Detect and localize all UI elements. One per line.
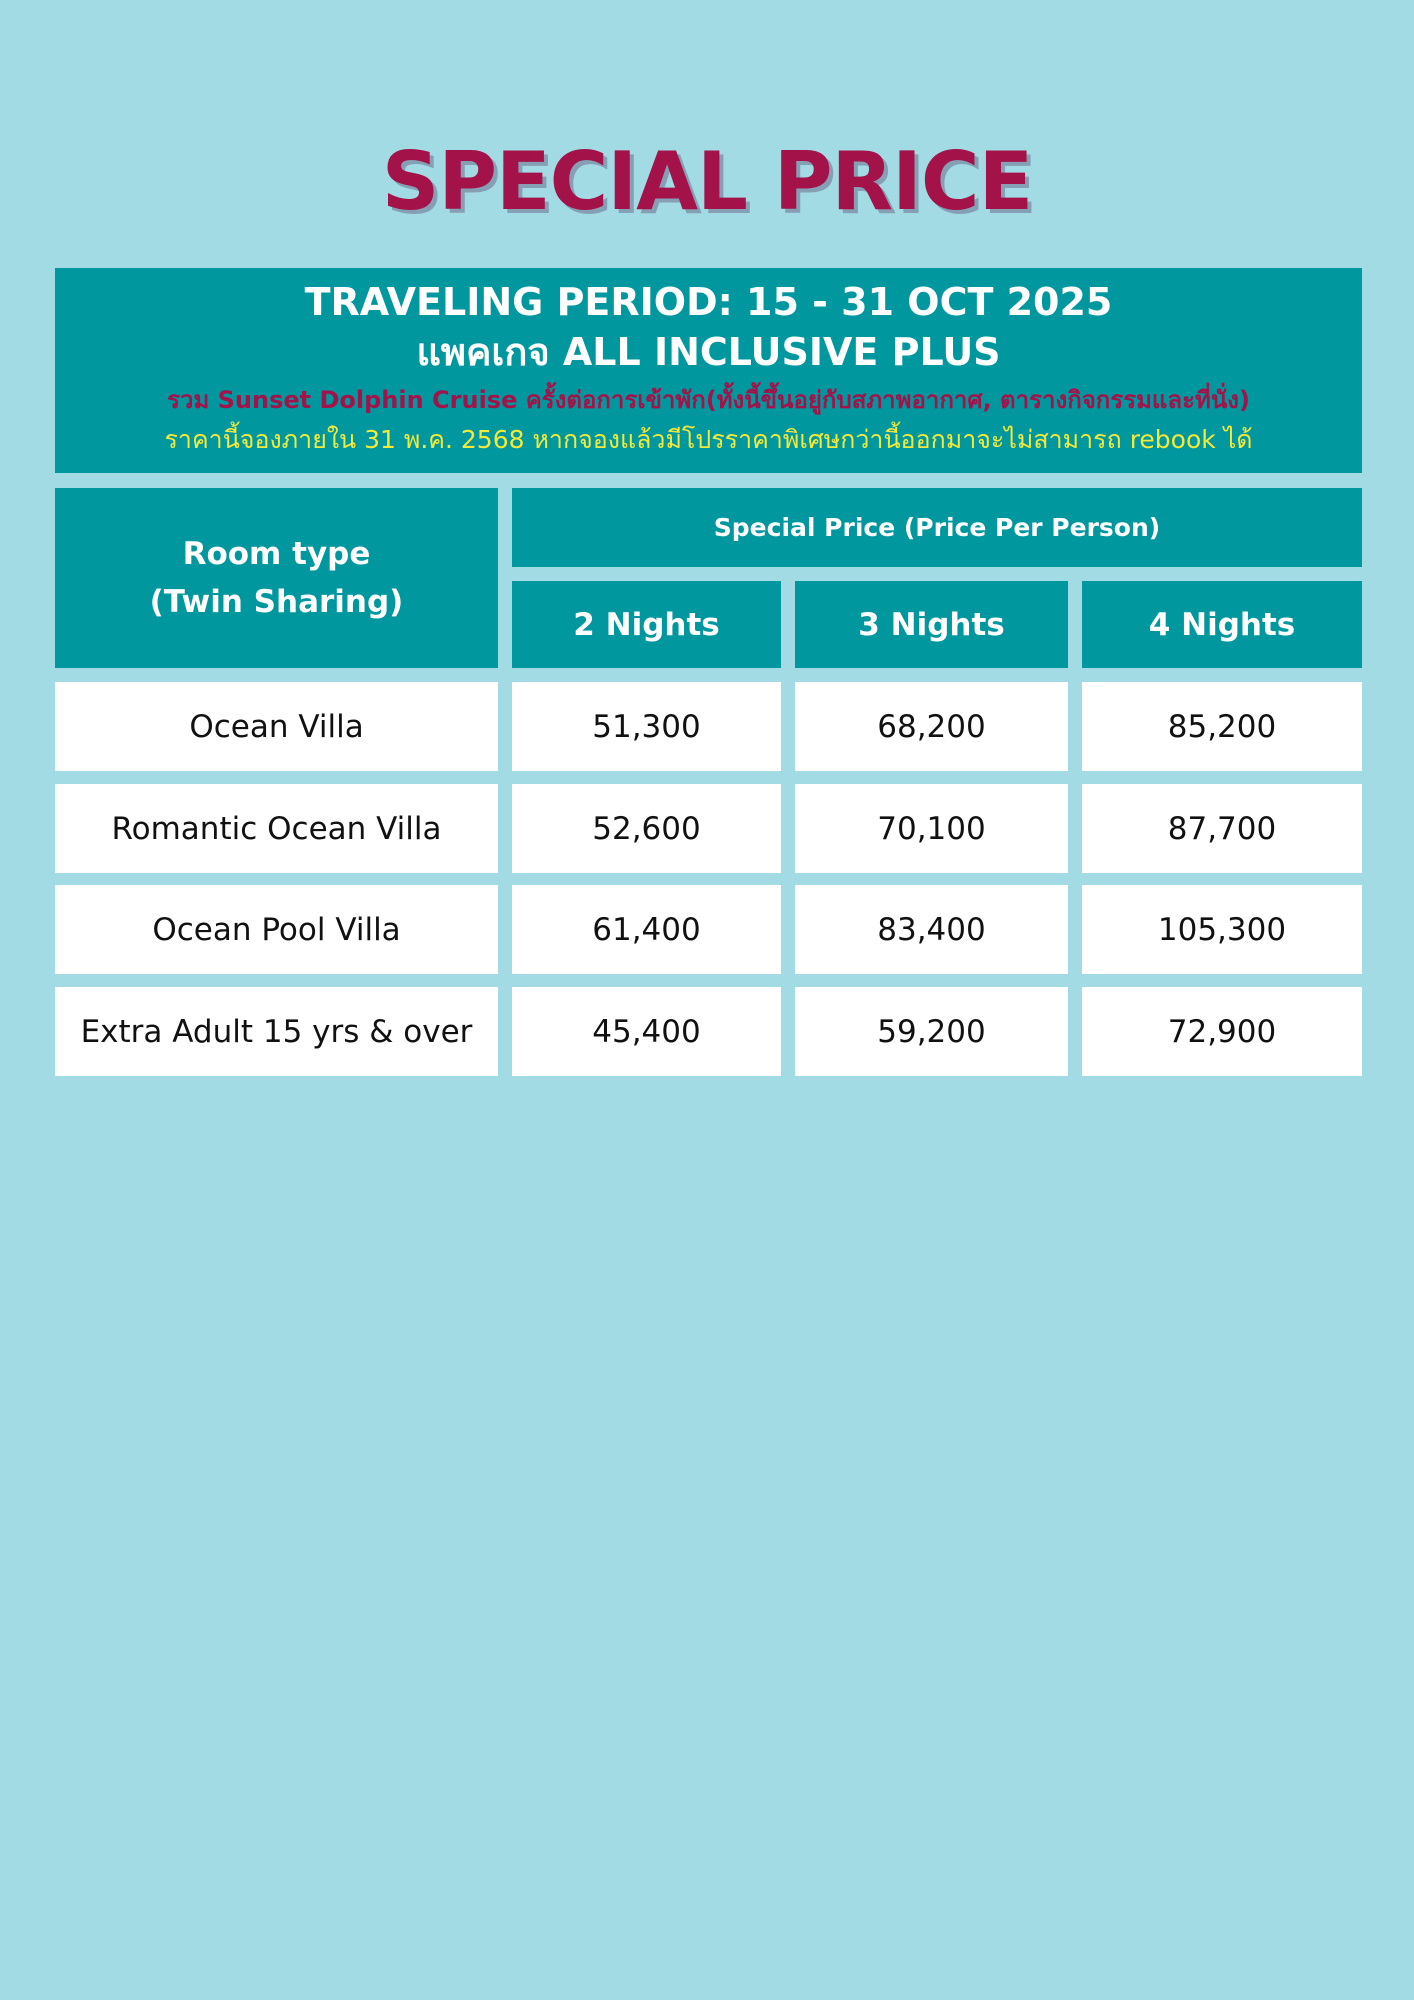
room-name-cell: Ocean Villa — [55, 682, 498, 771]
price-cell: 105,300 — [1082, 885, 1362, 974]
price-cell: 85,200 — [1082, 682, 1362, 771]
booking-note: ราคานี้จองภายใน 31 พ.ค. 2568 หากจองแล้วมีโปรราคาพิเศษกว่านี้ออกมาจะไม่สามารถ rebook ได้ — [164, 425, 1253, 454]
column-header-2-nights: 2 Nights — [512, 581, 781, 668]
traveling-period: TRAVELING PERIOD: 15 - 31 OCT 2025 — [304, 280, 1113, 324]
special-price-header: Special Price (Price Per Person) — [512, 488, 1362, 567]
price-cell: 70,100 — [795, 784, 1068, 873]
column-header-4-nights: 4 Nights — [1082, 581, 1362, 668]
promo-banner — [55, 268, 1362, 473]
price-cell: 83,400 — [795, 885, 1068, 974]
room-name-cell: Ocean Pool Villa — [55, 885, 498, 974]
price-cell: 68,200 — [795, 682, 1068, 771]
room-type-header-label: Room type — [182, 536, 371, 572]
price-cell: 45,400 — [512, 987, 781, 1076]
price-cell: 61,400 — [512, 885, 781, 974]
room-name-cell: Extra Adult 15 yrs & over — [55, 987, 498, 1076]
price-cell: 87,700 — [1082, 784, 1362, 873]
column-header-3-nights: 3 Nights — [795, 581, 1068, 668]
price-cell: 51,300 — [512, 682, 781, 771]
room-type-header — [55, 488, 498, 668]
package-name: แพคเกจ ALL INCLUSIVE PLUS — [416, 330, 1001, 374]
page-title: SPECIAL PRICE — [381, 135, 1033, 228]
price-cell: 72,900 — [1082, 987, 1362, 1076]
includes-note: รวม Sunset Dolphin Cruise ครั้งต่อการเข้าพัก(ทั้งนี้ขึ้นอยู่กับสภาพอากาศ, ตารางกิจกรรมและที่นั่ง) — [167, 386, 1250, 414]
price-cell: 59,200 — [795, 987, 1068, 1076]
room-name-cell: Romantic Ocean Villa — [55, 784, 498, 873]
price-cell: 52,600 — [512, 784, 781, 873]
room-type-header-sublabel: (Twin Sharing) — [149, 584, 404, 620]
